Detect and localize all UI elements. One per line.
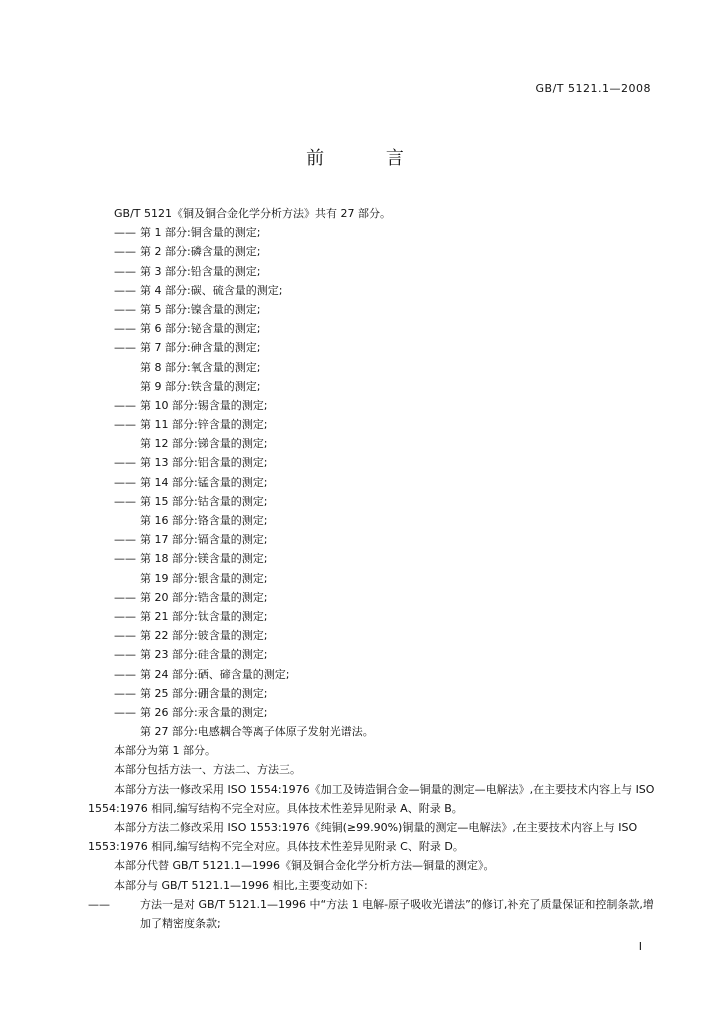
document-id: GB/T 5121.1—2008 — [535, 82, 651, 95]
list-item-text: 第 19 部分:银含量的测定; — [140, 571, 268, 585]
list-item — [88, 338, 658, 357]
list-item — [88, 262, 658, 281]
list-item-text: 第 25 部分:硼含量的测定; — [140, 686, 268, 700]
list-item-text: 第 2 部分:磷含量的测定; — [140, 245, 261, 259]
list-item-text: 第 12 部分:锑含量的测定; — [140, 437, 268, 451]
list-item — [88, 549, 658, 568]
list-item — [88, 434, 658, 453]
list-dash: —— — [114, 686, 136, 700]
list-dash: —— — [114, 533, 136, 547]
list-item — [88, 684, 658, 703]
changes-list-item-text: 方法一是对 GB/T 5121.1—1996 中“方法 1 电解-原子吸收光谱法”的修订,补充了质量保证和控制条款,增加了精密度条款; — [140, 897, 654, 931]
list-item — [88, 607, 658, 626]
list-dash: —— — [114, 398, 136, 412]
list-item — [88, 665, 658, 684]
list-dash: —— — [114, 494, 136, 508]
list-item-text: 第 6 部分:铋含量的测定; — [140, 322, 261, 336]
list-item-text: 第 27 部分:电感耦合等离子体原子发射光谱法。 — [140, 725, 374, 739]
list-dash: —— — [114, 264, 136, 278]
list-dash: —— — [114, 629, 136, 643]
list-dash: —— — [114, 609, 136, 623]
list-dash: —— — [114, 552, 136, 566]
list-item — [88, 492, 658, 511]
page-title: 前 言 — [306, 148, 432, 169]
list-item — [88, 242, 658, 261]
list-dash: —— — [88, 897, 110, 911]
list-item-text: 第 13 部分:铝含量的测定; — [140, 456, 268, 470]
list-item — [88, 473, 658, 492]
list-dash: —— — [114, 245, 136, 259]
list-item-text: 第 14 部分:锰含量的测定; — [140, 475, 268, 489]
list-dash: —— — [114, 648, 136, 662]
list-item — [88, 703, 658, 722]
list-item-text: 第 9 部分:铁含量的测定; — [140, 379, 261, 393]
list-item — [88, 377, 658, 396]
list-dash: —— — [114, 705, 136, 719]
list-dash: —— — [114, 341, 136, 355]
list-item-text: 第 3 部分:铅含量的测定; — [140, 264, 261, 278]
paragraph-part-number: 本部分为第 1 部分。 — [114, 744, 216, 758]
list-dash: —— — [114, 667, 136, 681]
list-item-text: 第 1 部分:铜含量的测定; — [140, 226, 261, 240]
list-item-text: 第 22 部分:铍含量的测定; — [140, 629, 268, 643]
list-item — [88, 645, 658, 664]
list-item-text: 第 18 部分:镁含量的测定; — [140, 552, 268, 566]
list-dash: —— — [114, 302, 136, 316]
list-item — [88, 530, 658, 549]
paragraph-replaces: 本部分代替 GB/T 5121.1—1996《铜及铜合金化学分析方法—铜量的测定》。 — [114, 859, 495, 873]
list-item — [88, 300, 658, 319]
list-item — [88, 358, 658, 377]
list-item — [88, 415, 658, 434]
list-dash: —— — [114, 475, 136, 489]
list-item — [88, 319, 658, 338]
list-dash: —— — [114, 283, 136, 297]
list-item-text: 第 26 部分:汞含量的测定; — [140, 705, 268, 719]
list-item-text: 第 7 部分:砷含量的测定; — [140, 341, 261, 355]
list-item-text: 第 20 部分:锆含量的测定; — [140, 590, 268, 604]
list-item — [88, 281, 658, 300]
list-item — [88, 569, 658, 588]
intro-line: GB/T 5121《铜及铜合金化学分析方法》共有 27 部分。 — [114, 207, 391, 220]
list-item-text: 第 11 部分:锌含量的测定; — [140, 418, 268, 432]
changes-list-item — [88, 895, 658, 933]
list-dash: —— — [114, 456, 136, 470]
list-item — [88, 588, 658, 607]
paragraph-changes-intro: 本部分与 GB/T 5121.1—1996 相比,主要变动如下: — [114, 878, 368, 892]
list-dash: —— — [114, 226, 136, 240]
paragraph-method-two: 本部分方法二修改采用 ISO 1553:1976《纯铜(≥99.90%)铜量的测定—电解法》,在主要技术内容上与 ISO 1553:1976 相同,编写结构不完全对应。具体技术性差异见附录 C、附录 D。 — [88, 821, 638, 854]
list-item-text: 第 8 部分:氧含量的测定; — [140, 360, 261, 374]
list-item — [88, 453, 658, 472]
list-item — [88, 223, 658, 242]
list-item — [88, 626, 658, 645]
document-body — [88, 204, 658, 933]
page-number: I — [638, 940, 642, 953]
list-item-text: 第 4 部分:碳、硫含量的测定; — [140, 283, 283, 297]
list-item-text: 第 24 部分:硒、碲含量的测定; — [140, 667, 290, 681]
list-item-text: 第 23 部分:硅含量的测定; — [140, 648, 268, 662]
list-item — [88, 722, 658, 741]
list-item-text: 第 17 部分:镉含量的测定; — [140, 533, 268, 547]
list-dash: —— — [114, 590, 136, 604]
parts-list — [88, 223, 658, 741]
list-dash: —— — [114, 322, 136, 336]
paragraph-method-one: 本部分方法一修改采用 ISO 1554:1976《加工及铸造铜合金—铜量的测定—电解法》,在主要技术内容上与 ISO 1554:1976 相同,编写结构不完全对应。具体技术性差异见附录 A、附录 B。 — [88, 782, 655, 815]
list-item-text: 第 16 部分:铬含量的测定; — [140, 514, 268, 527]
list-item-text: 第 21 部分:钛含量的测定; — [140, 609, 268, 623]
list-item — [88, 511, 658, 530]
list-item-text: 第 15 部分:钴含量的测定; — [140, 494, 268, 508]
list-item — [88, 396, 658, 415]
list-item-text: 第 10 部分:锡含量的测定; — [140, 398, 268, 412]
list-item-text: 第 5 部分:镍含量的测定; — [140, 302, 261, 316]
paragraph-methods: 本部分包括方法一、方法二、方法三。 — [114, 763, 301, 777]
list-dash: —— — [114, 418, 136, 432]
